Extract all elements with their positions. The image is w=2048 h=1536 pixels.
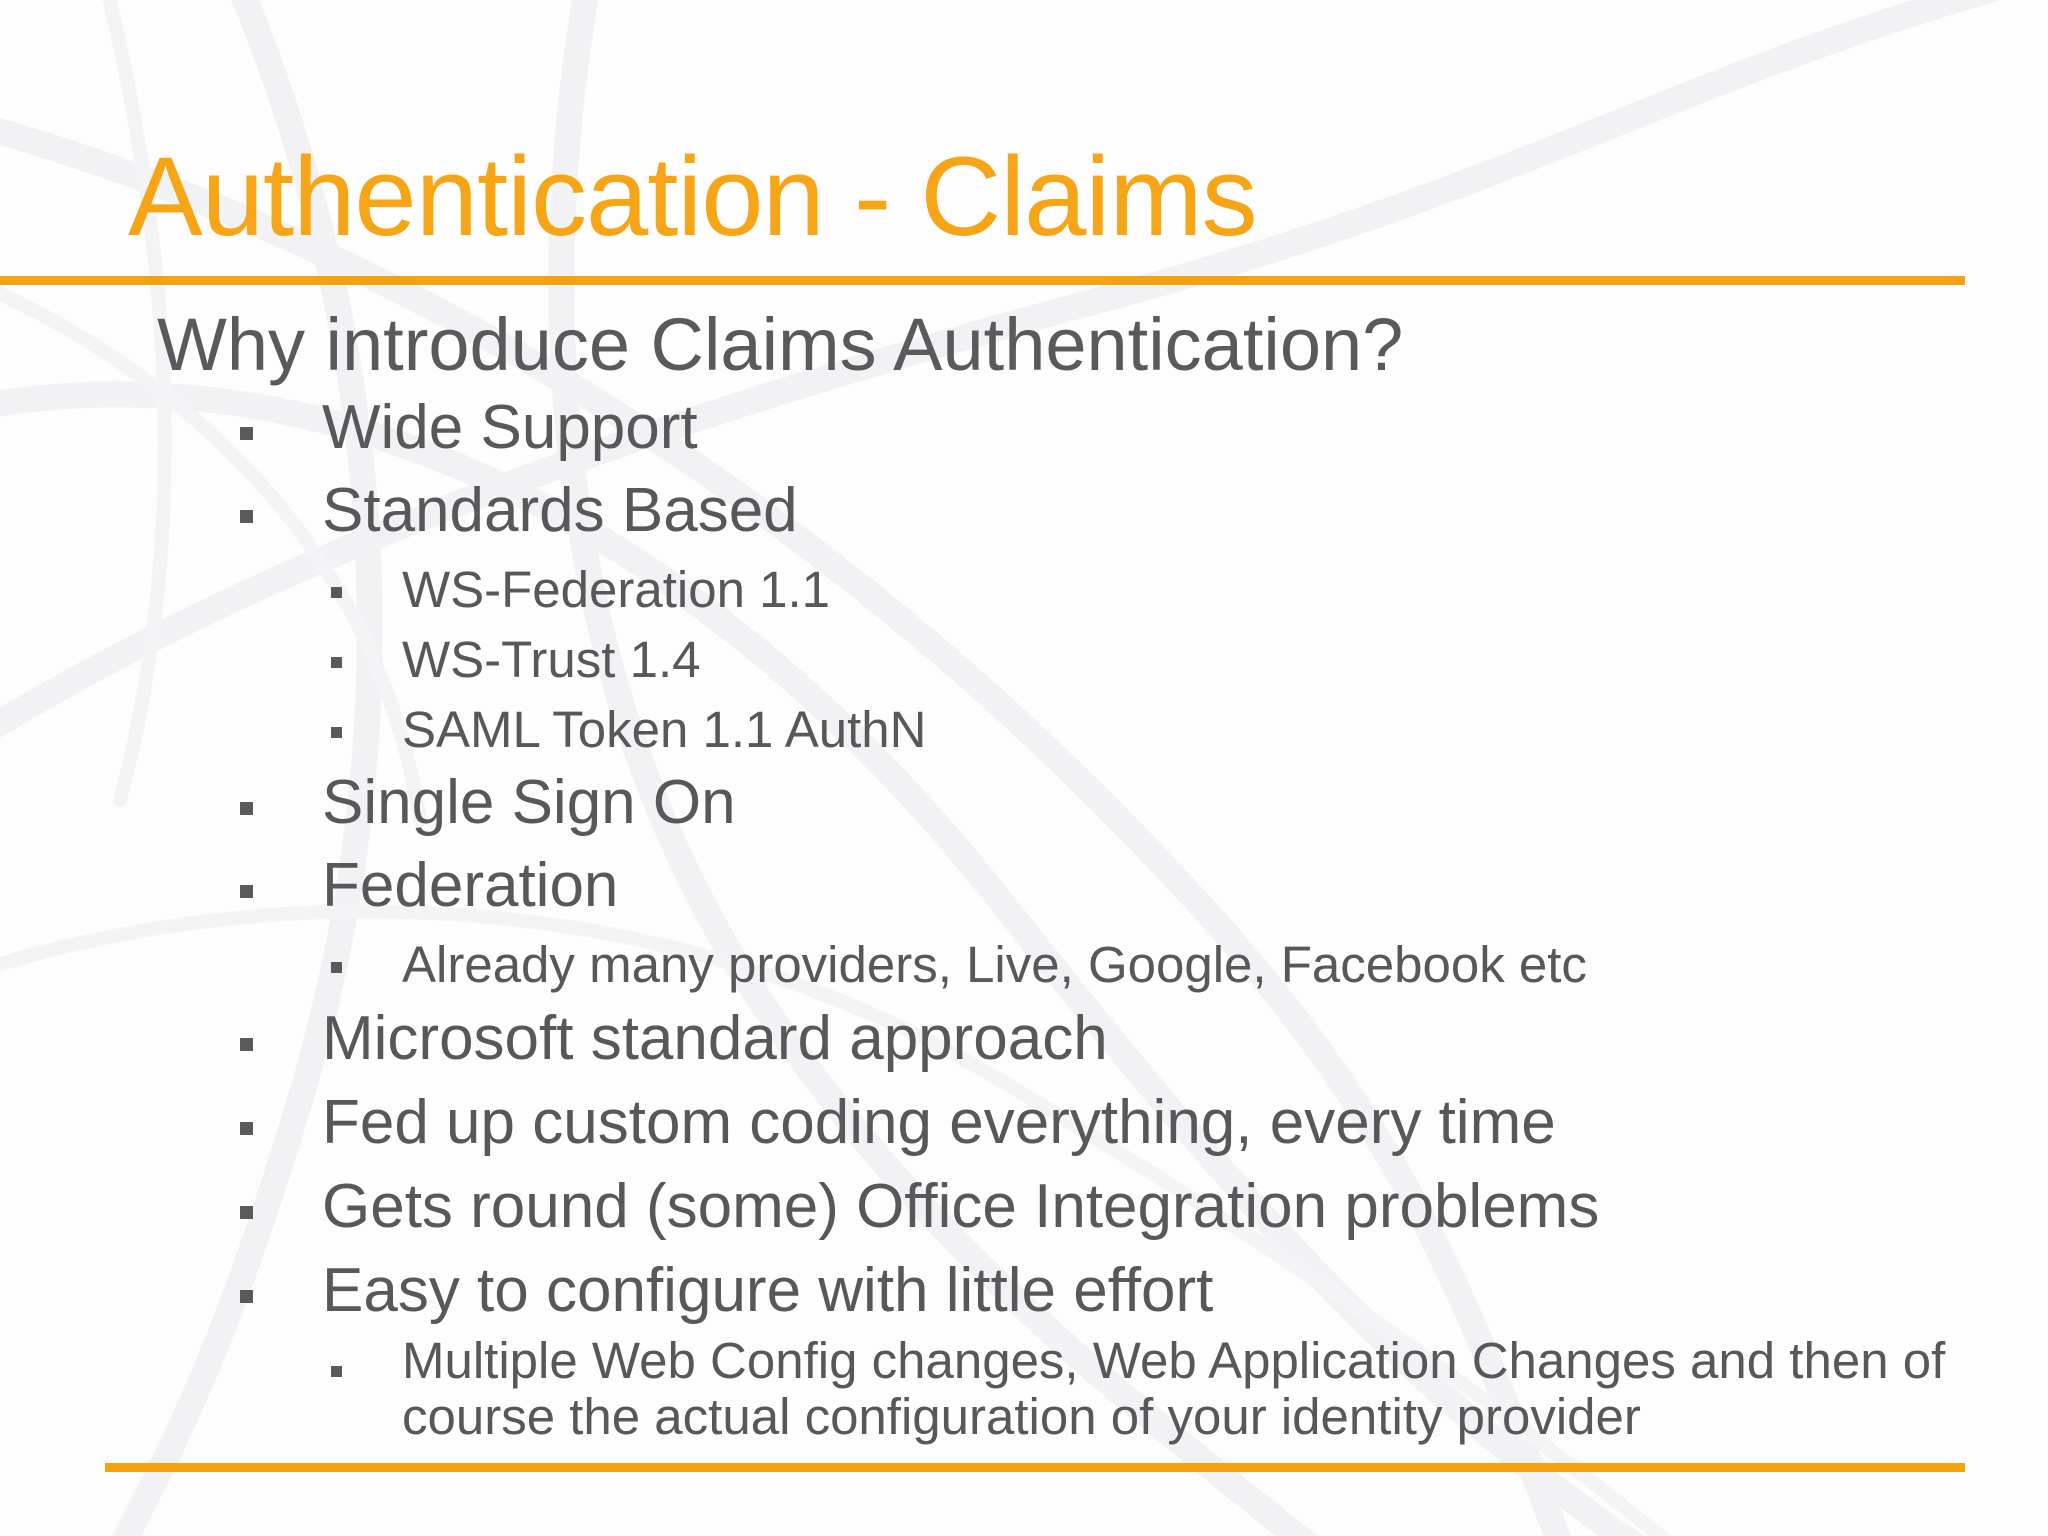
sub-bullet-marker (331, 962, 342, 973)
footer-divider (105, 1463, 1965, 1472)
list-item: Microsoft standard approach (322, 1004, 1108, 1073)
list-item: Easy to configure with little effort (322, 1256, 1214, 1325)
bullet-marker (240, 1290, 253, 1303)
sub-bullet-marker (331, 1366, 342, 1377)
sub-list-item: SAML Token 1.1 AuthN (402, 701, 927, 758)
bullet-marker (240, 427, 253, 440)
slide-title: Authentication - Claims (128, 134, 1257, 259)
sub-list-item: Multiple Web Config changes, Web Application Changes and then of course the actual configuration of your identity provider (402, 1332, 1946, 1445)
sub-list-item: WS-Trust 1.4 (402, 631, 701, 688)
section-heading: Why introduce Claims Authentication? (157, 303, 1404, 386)
bullet-marker (240, 1206, 253, 1219)
list-item: Gets round (some) Office Integration problems (322, 1172, 1600, 1241)
sub-bullet-marker (331, 727, 342, 738)
bullet-marker (240, 802, 253, 815)
sub-bullet-marker (331, 657, 342, 668)
sub-list-item: Already many providers, Live, Google, Facebook etc (402, 936, 1587, 993)
sub-list-item: WS-Federation 1.1 (402, 561, 831, 618)
bullet-marker (240, 510, 253, 523)
bullet-marker (240, 1038, 253, 1051)
list-item: Fed up custom coding everything, every time (322, 1088, 1556, 1157)
list-item: Standards Based (322, 476, 798, 545)
list-item: Single Sign On (322, 768, 736, 837)
list-item: Federation (322, 851, 619, 920)
bullet-marker (240, 885, 253, 898)
list-item: Wide Support (322, 393, 698, 462)
sub-bullet-marker (331, 587, 342, 598)
bullet-marker (240, 1122, 253, 1135)
